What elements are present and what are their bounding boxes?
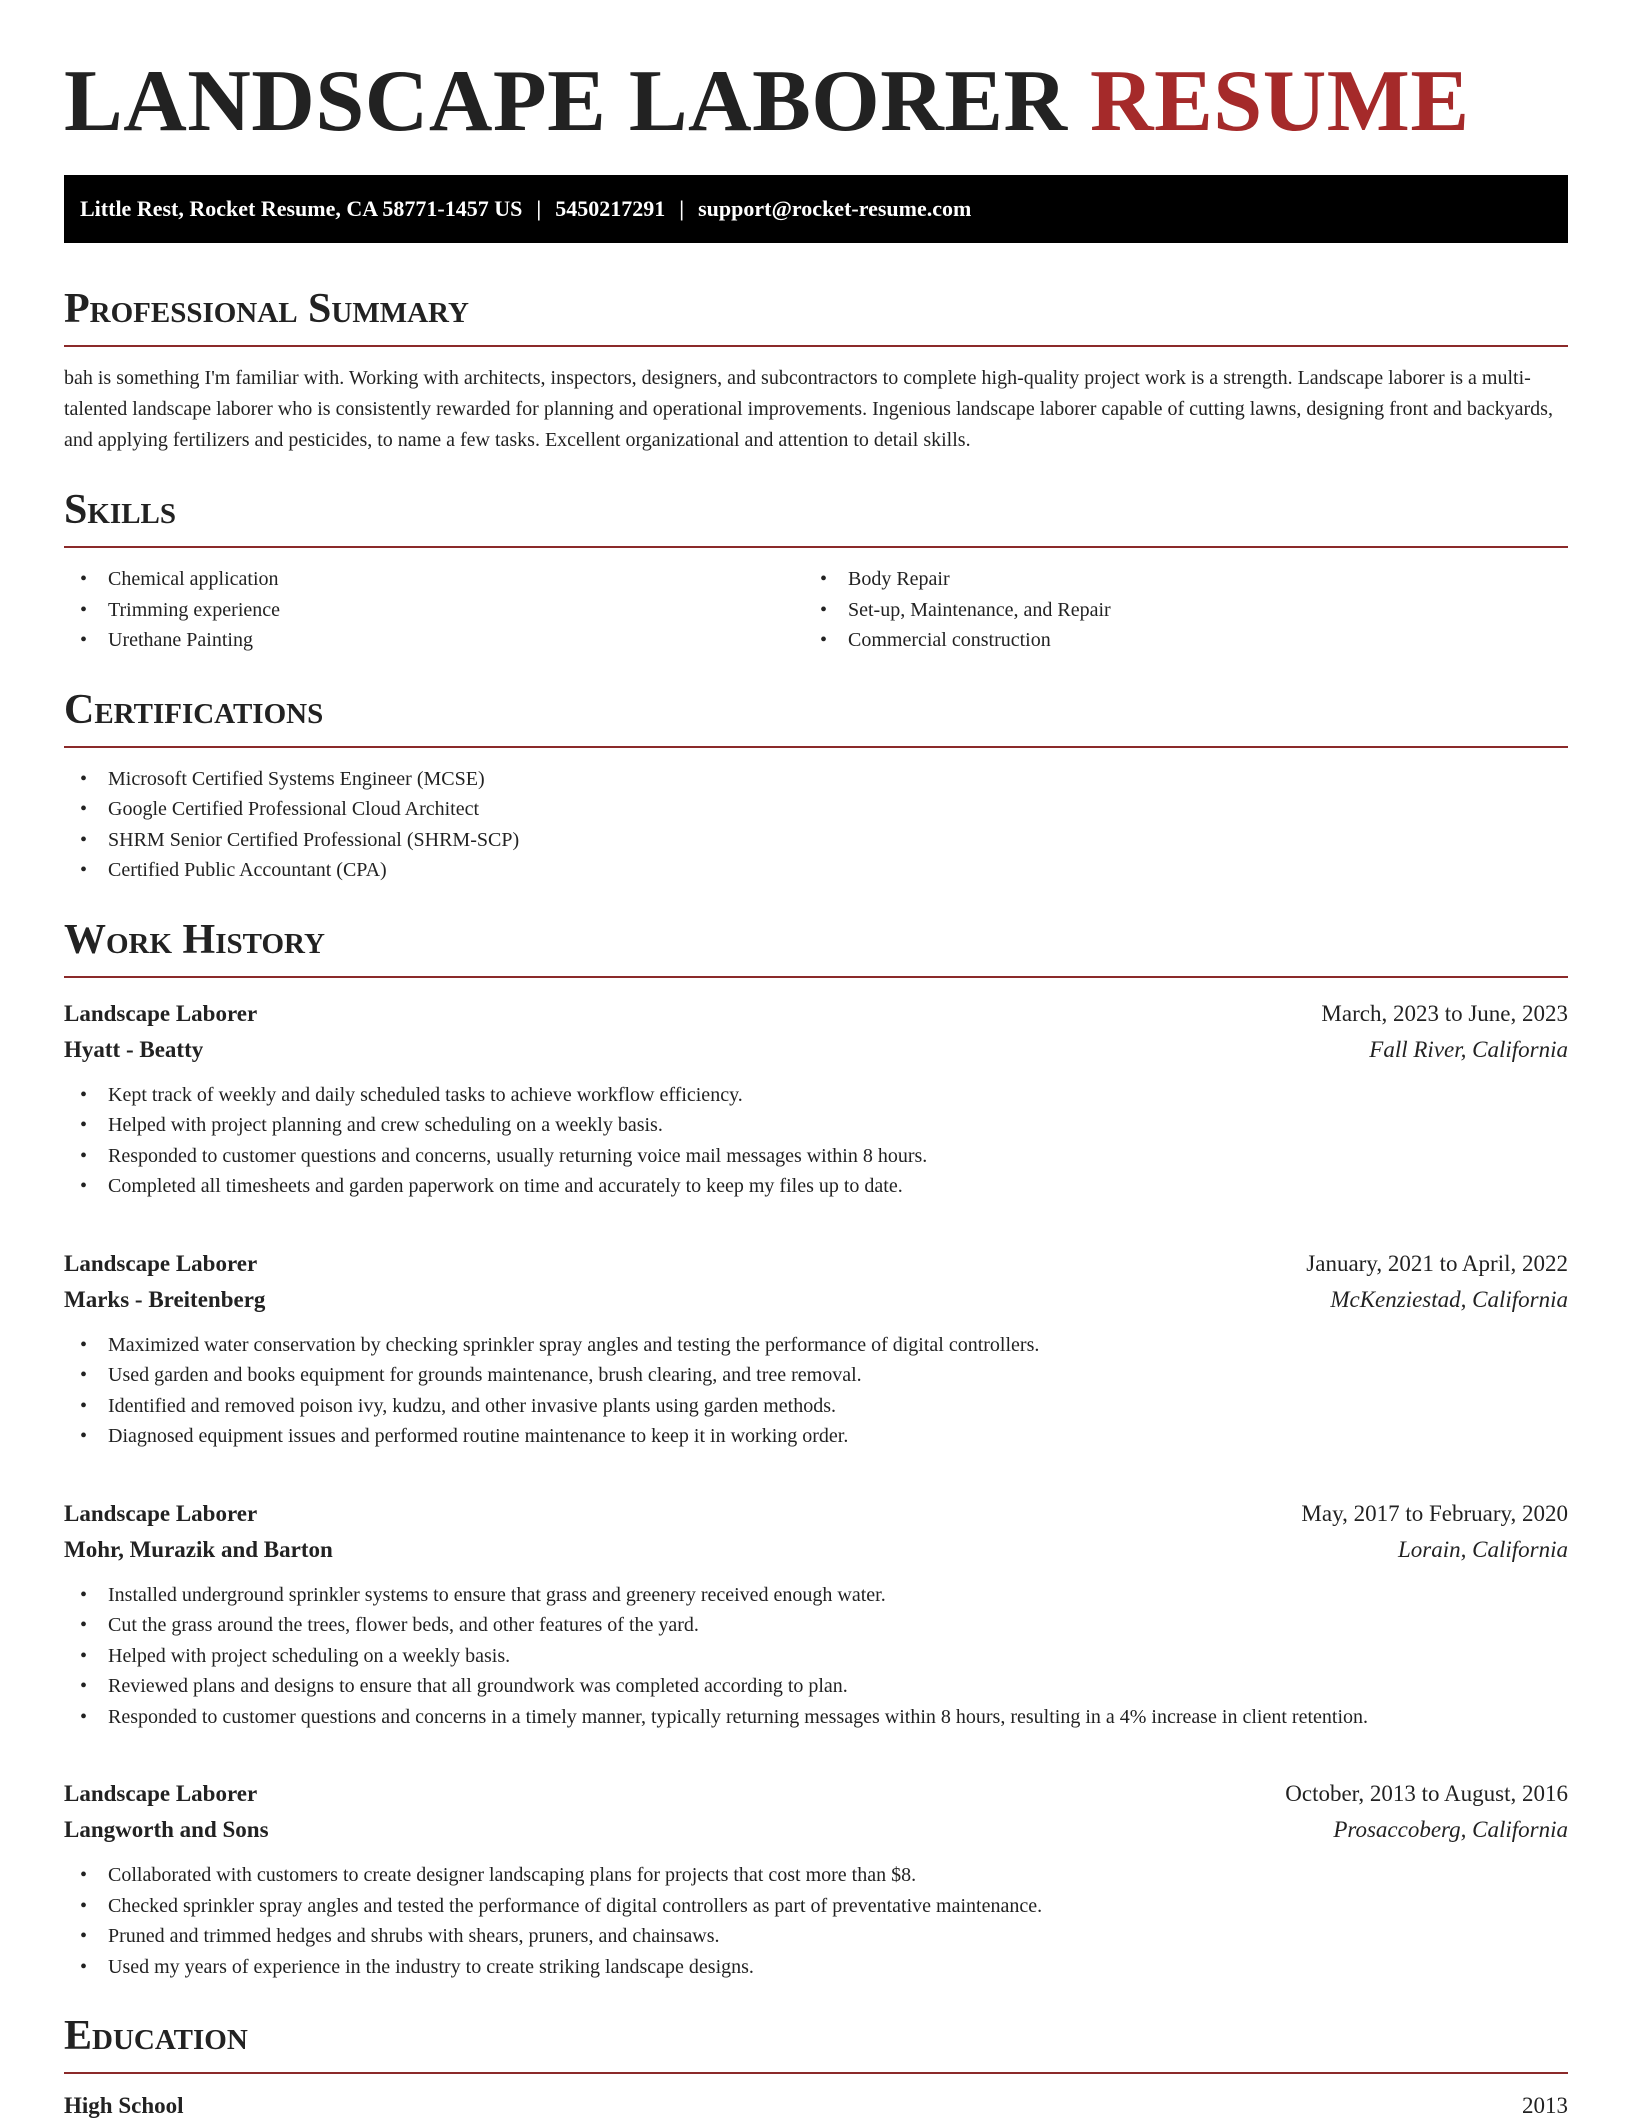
certification-item: • SHRM Senior Certified Professional (SHRM-SCP) xyxy=(64,825,1568,856)
job-dates: October, 2013 to August, 2016 xyxy=(1285,1781,1568,1806)
job-duty-item: • Pruned and trimmed hedges and shrubs with shears, pruners, and chainsaws. xyxy=(64,1921,1568,1952)
job-subheader xyxy=(64,1282,1568,1318)
contact-phone: 5450217291 xyxy=(555,196,666,221)
job-duties-list xyxy=(64,1860,1568,1982)
title-main: LANDSCAPE LABORER xyxy=(64,53,1068,150)
skill-item: • Body Repair xyxy=(804,564,1544,595)
education-entry xyxy=(64,2088,1568,2124)
job-header xyxy=(64,1496,1568,1532)
certifications-list xyxy=(64,764,1568,886)
summary-text: bah is something I'm familiar with. Working with architects, inspectors, designers, and subcontractors to complete high-quality project work is a strength. Landscape laborer is a multi-talented landscape laborer who is consistently rewarded for planning and operational improvements. Ingenious landscape laborer capable of cutting lawns, designing front and backyards, and applying fertilizers and pesticides, to name a few tasks. Excellent organizational and attention to detail skills. xyxy=(64,367,1553,451)
contact-email: support@rocket-resume.com xyxy=(698,196,972,221)
section-heading-skills: Skills xyxy=(64,487,177,533)
education-degree: High School xyxy=(64,2093,184,2118)
job-duty-item: • Diagnosed equipment issues and performed routine maintenance to keep it in working order. xyxy=(64,1421,1568,1452)
job-company: Hyatt - Beatty xyxy=(64,1036,204,1062)
job-duties-list xyxy=(64,1080,1568,1202)
job-title: Landscape Laborer xyxy=(64,1781,258,1806)
certification-item: • Microsoft Certified Systems Engineer (MCSE) xyxy=(64,764,1568,795)
section-divider xyxy=(64,2072,1568,2074)
section-divider xyxy=(64,546,1568,548)
job-duty-item: • Completed all timesheets and garden paperwork on time and accurately to keep my files up to date. xyxy=(64,1171,1568,1202)
job-location: Fall River, California xyxy=(1369,1036,1568,1062)
skill-item: • Chemical application xyxy=(64,564,804,595)
job-duty-item: • Installed underground sprinkler systems to ensure that grass and greenery received enough water. xyxy=(64,1580,1568,1611)
job-company: Mohr, Murazik and Barton xyxy=(64,1536,333,1562)
section-heading-certifications: Certifications xyxy=(64,686,324,733)
job-duty-item: • Responded to customer questions and concerns in a timely manner, typically returning messages within 8 hours, resulting in a 4% increase in client retention. xyxy=(64,1702,1568,1733)
job-location: McKenziestad, California xyxy=(1330,1286,1568,1312)
job-duty-item: • Used garden and books equipment for grounds maintenance, brush clearing, and tree removal. xyxy=(64,1360,1568,1391)
skill-item: • Trimming experience xyxy=(64,595,804,626)
section-heading-education: Education xyxy=(64,2013,248,2059)
job-duties-list xyxy=(64,1330,1568,1452)
job-entry xyxy=(64,1246,1568,1452)
job-subheader xyxy=(64,1532,1568,1568)
summary-section xyxy=(64,285,1568,456)
work-history-section xyxy=(64,916,1568,1983)
contact-address: Little Rest, Rocket Resume, CA 58771-1457 US xyxy=(80,196,523,221)
education-section xyxy=(64,2012,1568,2124)
job-duty-item: • Responded to customer questions and concerns, usually returning voice mail messages within 8 hours. xyxy=(64,1141,1568,1172)
job-entry xyxy=(64,996,1568,1202)
certifications-section xyxy=(64,686,1568,886)
job-subheader xyxy=(64,1812,1568,1848)
job-dates: January, 2021 to April, 2022 xyxy=(1306,1250,1568,1276)
education-year: 2013 xyxy=(1522,2093,1568,2118)
job-header xyxy=(64,996,1568,1032)
job-duty-item: • Collaborated with customers to create designer landscaping plans for projects that cost more than $8. xyxy=(64,1860,1568,1891)
job-duty-item: • Helped with project scheduling on a weekly basis. xyxy=(64,1641,1568,1672)
skill-item: • Urethane Painting xyxy=(64,625,804,656)
job-duty-item: • Cut the grass around the trees, flower beds, and other features of the yard. xyxy=(64,1610,1568,1641)
job-title: Landscape Laborer xyxy=(64,1250,258,1276)
skill-item: • Set-up, Maintenance, and Repair xyxy=(804,595,1544,626)
contact-separator: | xyxy=(536,196,542,221)
skill-item: • Commercial construction xyxy=(804,625,1544,656)
skills-list-right xyxy=(804,564,1544,656)
skills-list-left xyxy=(64,564,804,656)
certification-item: • Certified Public Accountant (CPA) xyxy=(64,855,1568,886)
contact-bar xyxy=(64,175,1568,243)
contact-separator: | xyxy=(679,196,685,221)
job-duty-item: • Checked sprinkler spray angles and tested the performance of digital controllers as part of preventative maintenance. xyxy=(64,1891,1568,1922)
job-company: Marks - Breitenberg xyxy=(64,1286,266,1312)
job-duty-item: • Helped with project planning and crew scheduling on a weekly basis. xyxy=(64,1110,1568,1141)
resume-title xyxy=(64,52,1568,152)
job-duty-item: • Kept track of weekly and daily scheduled tasks to achieve workflow efficiency. xyxy=(64,1080,1568,1111)
job-duty-item: • Identified and removed poison ivy, kudzu, and other invasive plants using garden methods. xyxy=(64,1391,1568,1422)
job-duty-item: • Reviewed plans and designs to ensure that all groundwork was completed according to plan. xyxy=(64,1671,1568,1702)
skills-section xyxy=(64,486,1568,656)
job-duty-item: • Used my years of experience in the industry to create striking landscape designs. xyxy=(64,1952,1568,1983)
job-subheader xyxy=(64,1032,1568,1068)
section-divider xyxy=(64,976,1568,978)
job-dates: March, 2023 to June, 2023 xyxy=(1321,1000,1568,1026)
section-divider xyxy=(64,345,1568,347)
job-company: Langworth and Sons xyxy=(64,1817,269,1842)
job-location: Prosaccoberg, California xyxy=(1333,1817,1568,1842)
job-duties-list xyxy=(64,1580,1568,1733)
title-accent: RESUME xyxy=(1090,53,1470,150)
job-entry xyxy=(64,1776,1568,1982)
job-entry xyxy=(64,1496,1568,1733)
job-header xyxy=(64,1776,1568,1812)
job-dates: May, 2017 to February, 2020 xyxy=(1301,1500,1568,1526)
job-title: Landscape Laborer xyxy=(64,1000,258,1026)
job-header xyxy=(64,1246,1568,1282)
skills-grid xyxy=(64,564,1568,656)
section-heading-work-history: Work History xyxy=(64,916,325,963)
job-duty-item: • Maximized water conservation by checking sprinkler spray angles and testing the performance of digital controllers. xyxy=(64,1330,1568,1361)
job-title: Landscape Laborer xyxy=(64,1500,258,1526)
job-location: Lorain, California xyxy=(1398,1536,1568,1562)
section-heading-summary: Professional Summary xyxy=(64,286,469,332)
section-divider xyxy=(64,746,1568,748)
certification-item: • Google Certified Professional Cloud Architect xyxy=(64,794,1568,825)
